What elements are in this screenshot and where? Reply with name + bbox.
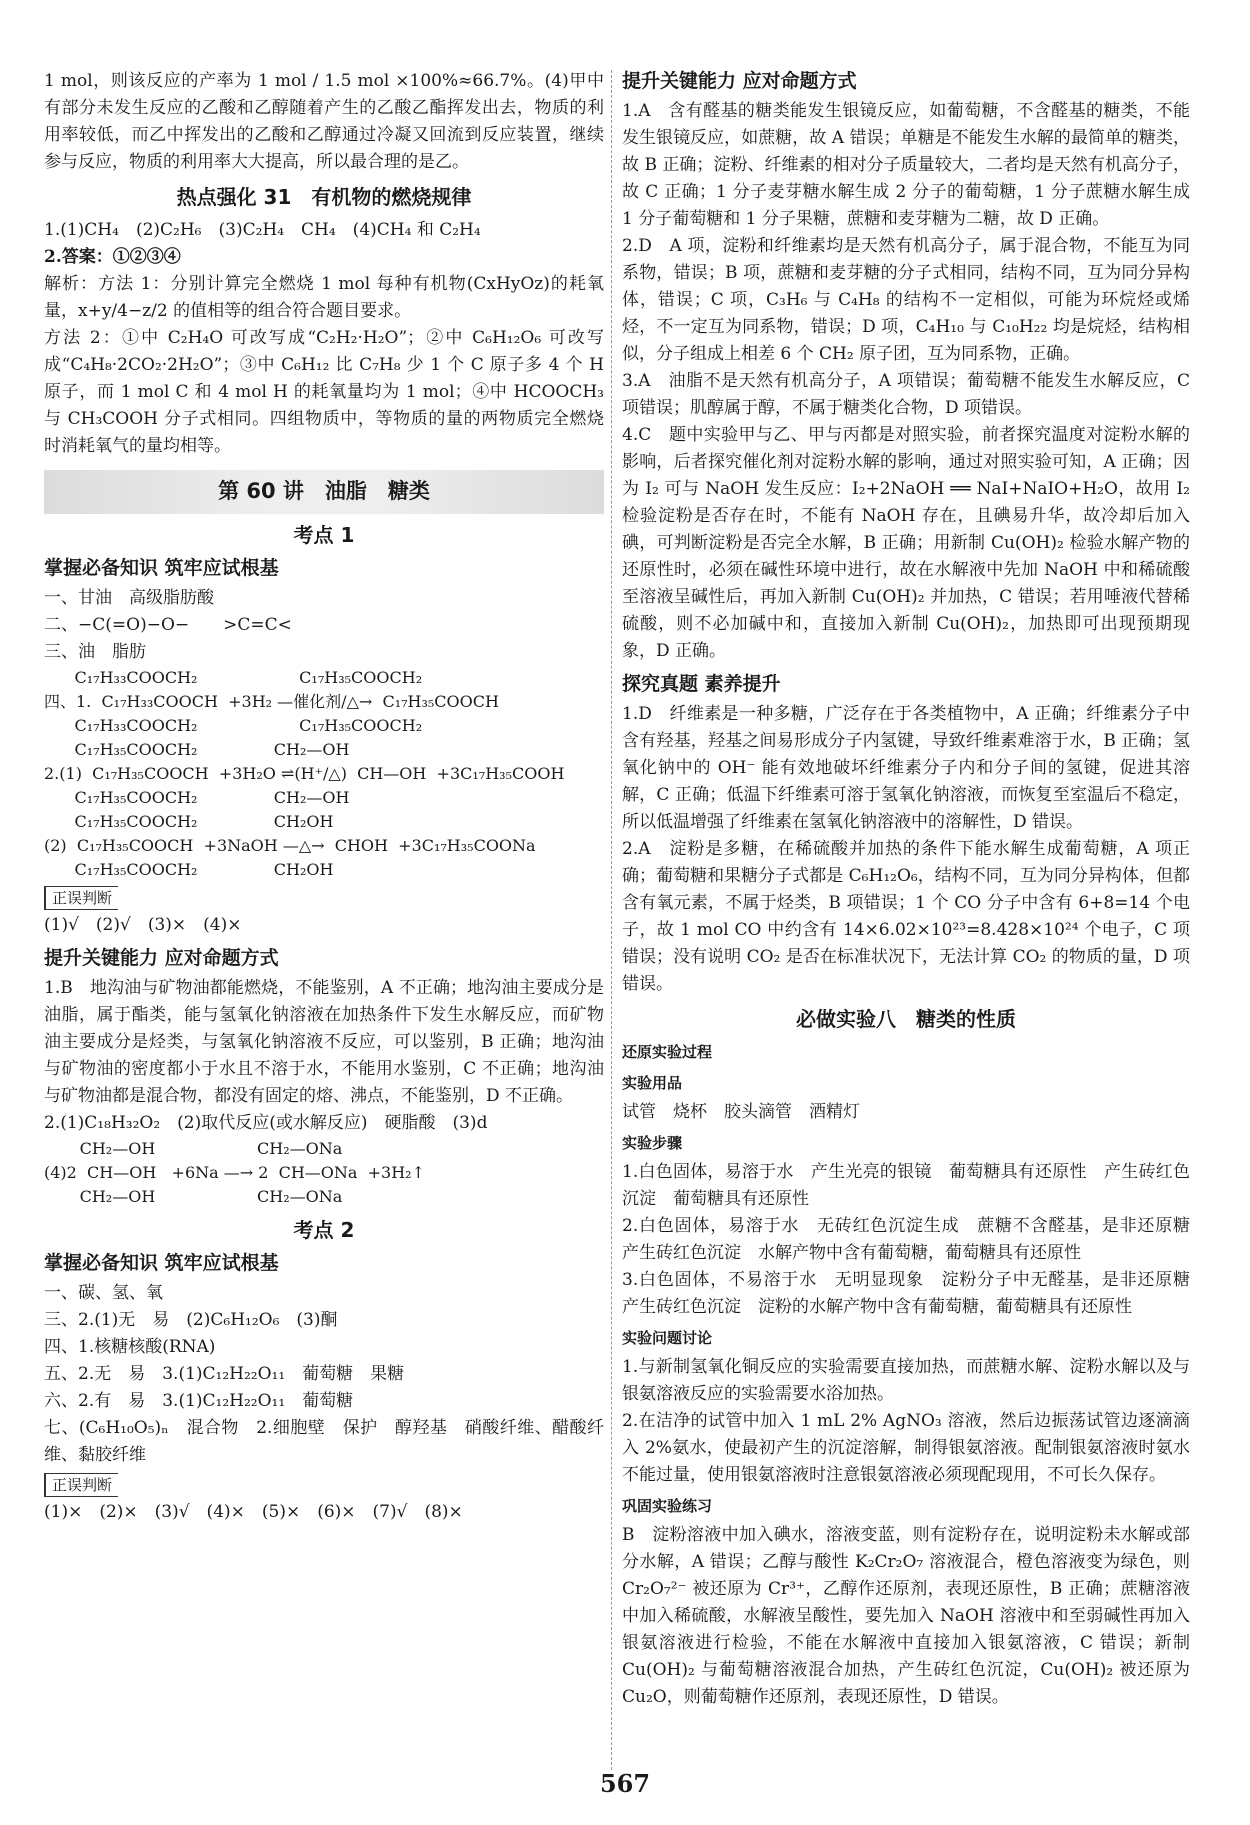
hot-line: 解析：方法 1：分别计算完全燃烧 1 mol 每种有机物(CxHyOz)的耗氧量，x+y/4−z/2 的值相等的组合符合题目要求。 [44,274,604,321]
point-1-title: 考点 1 [293,523,355,547]
page-number: 567 [599,1769,651,1798]
discuss-item: 2.在洁净的试管中加入 1 mL 2% AgNO₃ 溶液，然后边振荡试管边逐滴滴入 2%氨水，使最初产生的沉淀溶解，制得银氨溶液。配制银氨溶液时氨水不能过量，使用银氨溶液时注意银氨溶液必须现配现用，不可长久保存。 [622,1411,1190,1485]
master-heading-2: 掌握必备知识 筑牢应试根基 [44,1252,279,1274]
right-column [622,68,1207,1711]
improve-answer: 2.(1)C₁₈H₃₂O₂ (2)取代反应(或水解反应) 硬脂酸 (3)d [44,1113,488,1133]
equation-hydrogenation: C₁₇H₃₃COOCH₂ C₁₇H₃₅COOCH₂ 四、1. C₁₇H₃₃COOCH +3H₂ —催化剂/△→ C₁₇H₃₅COOCH C₁₇H₃₃COOCH₂ C₁₇H₃₅COOCH₂ [44,668,499,735]
knowledge-line: 一、甘油 高级脂肪酸 [44,588,214,608]
equation-hydrolysis: C₁₇H₃₅COOCH₂ CH₂—OH 2.(1) C₁₇H₃₅COOCH +3H₂O ⇌(H⁺/△) CH—OH +3C₁₇H₃₅COOH C₁₇H₃₅COOCH₂ CH₂—OH [44,740,565,807]
explore-answer: 2.A 淀粉是多糖，在稀硫酸并加热的条件下能水解生成葡萄糖，A 项正确；葡萄糖和果糖分子式都是 C₆H₁₂O₆，结构不同，互为同分异构体，但都含有氧元素，不属于烃类，B 项错误；1 个 CO 分子中含有 6+8=14 个电子，故 1 mol CO 中约含有 14×6.02×10²³=8.428×10²⁴ 个电子，C 项错误；没有说明 CO₂ 是否在标准状况下，无法计算 CO₂ 的物质的量，D 项错误。 [622,839,1190,994]
judge-answers-1: (1)√ (2)√ (3)× (4)× [44,915,242,935]
judge-tag-2: 正误判断 [44,1473,118,1497]
discuss-item: 1.与新制氢氧化铜反应的实验需要直接加热，而蔗糖水解、淀粉水解以及与银氨溶液反应的实验需要水浴加热。 [622,1357,1190,1404]
improve-answer: 2.D A 项，淀粉和纤维素均是天然有机高分子，属于混合物，不能互为同系物，错误；B 项，蔗糖和麦芽糖的分子式相同，结构不同，互为同分异构体，错误；C 项，C₃H₆ 与 C₄H₈ 的结构不一定相似，可能为环烷烃或烯烃，不一定互为同系物，错误；D 项，C₄H₁₀ 与 C₁₀H₂₂ 均是烷烃，结构相似，分子组成上相差 6 个 CH₂ 原子团，互为同系物，正确。 [622,236,1190,364]
master-heading-1: 掌握必备知识 筑牢应试根基 [44,557,279,579]
improve-answer: 1.A 含有醛基的糖类能发生银镜反应，如葡萄糖，不含醛基的糖类，不能发生银镜反应，如蔗糖，故 A 错误；单糖是不能发生水解的最简单的糖类，故 B 正确；淀粉、纤维素的相对分子质量较大，二者均是天然有机高分子，故 C 正确；1 分子麦芽糖水解生成 2 分子的葡萄糖，1 分子蔗糖水解生成 1 分子葡萄糖和 1 分子果糖，蔗糖和麦芽糖为二糖，故 D 正确。 [622,101,1190,229]
explore-answer: 1.D 纤维素是一种多糖，广泛存在于各类植物中，A 正确；纤维素分子中含有羟基，羟基之间易形成分子内氢键，导致纤维素难溶于水，B 正确；氢氧化钠中的 OH⁻ 能有效地破坏纤维素分子内和分子间的氢键，促进其溶解，C 正确；低温下纤维素可溶于氢氧化钠溶液，而恢复至室温后不稳定，所以低温增强了纤维素在氢氧化钠溶液中的溶解性，D 错误。 [622,704,1190,832]
judge-answers-2: (1)× (2)× (3)√ (4)× (5)× (6)× (7)√ (8)× [44,1502,463,1522]
column-divider [611,70,612,1770]
experiment-title: 必做实验八 糖类的性质 [796,1007,1016,1031]
step-item: 2.白色固体，易溶于水 无砖红色沉淀生成 蔗糖不含醛基，是非还原糖 产生砖红色沉淀 水解产物中含有葡萄糖，葡萄糖具有还原性 [622,1216,1207,1263]
left-column [44,68,604,1526]
improve-heading-1: 提升关键能力 应对命题方式 [44,947,279,969]
equation-saponification: C₁₇H₃₅COOCH₂ CH₂OH (2) C₁₇H₃₅COOCH +3NaOH —△→ CHOH +3C₁₇H₃₅COONa C₁₇H₃₅COOCH₂ CH₂OH [44,812,536,879]
tools-text: 试管 烧杯 胶头滴管 酒精灯 [622,1102,860,1122]
point-2-title: 考点 2 [293,1218,355,1242]
consolidate-heading: 巩固实验练习 [622,1497,713,1515]
improve-heading-2: 提升关键能力 应对命题方式 [622,70,857,92]
knowledge-line: 四、1.核糖核酸(RNA) [44,1337,216,1357]
knowledge-line: 三、2.(1)无 易 (2)C₆H₁₂O₆ (3)酮 [44,1310,338,1330]
hot-line: 1.(1)CH₄ (2)C₂H₆ (3)C₂H₄ CH₄ (4)CH₄ 和 C₂H₄ [44,220,481,240]
knowledge-line: 二、−C(=O)−O− >C=C< [44,615,292,635]
lecture-banner [44,470,604,514]
equation-sodium: CH₂—OH CH₂—ONa (4)2 CH—OH +6Na —→ 2 CH—ONa +3H₂↑ CH₂—OH CH₂—ONa [44,1139,425,1206]
knowledge-line: 三、油 脂肪 [44,642,146,662]
hot-line: 2.答案：①②③④ [44,247,181,267]
knowledge-line: 六、2.有 易 3.(1)C₁₂H₂₂O₁₁ 葡萄糖 [44,1391,354,1411]
improve-answer: 3.A 油脂不是天然有机高分子，A 项错误；葡萄糖不能发生水解反应，C 项错误；肌醇属于醇，不属于糖类化合物，D 项错误。 [622,371,1190,418]
intro-paragraph: 1 mol，则该反应的产率为 1 mol / 1.5 mol ×100%≈66.7%。(4)甲中有部分未发生反应的乙酸和乙醇随着产生的乙酸乙酯挥发出去，物质的利用率较低，而乙中挥发出的乙酸和乙醇通过冷凝又回流到反应装置，继续参与反应，物质的利用率大大提高，所以最合理的是乙。 [44,71,604,172]
judge-tag-1: 正误判断 [44,886,118,910]
step-item: 1.白色固体，易溶于水 产生光亮的银镜 葡萄糖具有还原性 产生砖红色沉淀 葡萄糖具有还原性 [622,1162,1190,1209]
step-item: 3.白色固体，不易溶于水 无明显现象 淀粉分子中无醛基，是非还原糖 产生砖红色沉淀 淀粉的水解产物中含有葡萄糖，葡萄糖具有还原性 [622,1270,1207,1317]
hot-topic-title: 热点强化 31 有机物的燃烧规律 [176,185,472,209]
improve-answer: 1.B 地沟油与矿物油都能燃烧，不能鉴别，A 不正确；地沟油主要成分是油脂，属于酯类，能与氢氧化钠溶液在加热条件下发生水解反应，而矿物油主要成分是烃类，与氢氧化钠溶液不反应，可以鉴别，B 正确；地沟油与矿物油的密度都小于水且不溶于水，不能用水鉴别，C 不正确；地沟油与矿物油都是混合物，都没有固定的熔、沸点，不能鉴别，D 不正确。 [44,978,604,1106]
lecture-title: 第 60 讲 油脂 糖类 [218,479,430,503]
tools-heading: 实验用品 [622,1074,683,1092]
discuss-heading: 实验问题讨论 [622,1329,713,1347]
steps-heading: 实验步骤 [622,1134,683,1152]
restore-heading: 还原实验过程 [622,1043,713,1061]
hot-line: 方法 2：①中 C₂H₄O 可改写成“C₂H₂·H₂O”；②中 C₆H₁₂O₆ 可改写成“C₄H₈·2CO₂·2H₂O”；③中 C₆H₁₂ 比 C₇H₈ 少 1 个 C 原子多 4 个 H 原子，而 1 mol C 和 4 mol H 的耗氧量均为 1 mol；④中 HCOOCH₃ 与 CH₃COOH 分子式相同。四组物质中，等物质的量的两物质完全燃烧时消耗氧气的量均相等。 [44,328,604,456]
knowledge-line: 一、碳、氢、氧 [44,1283,163,1303]
explore-heading: 探究真题 素养提升 [622,673,781,695]
knowledge-line: 五、2.无 易 3.(1)C₁₂H₂₂O₁₁ 葡萄糖 果糖 [44,1364,405,1384]
consolidate-text: B 淀粉溶液中加入碘水，溶液变蓝，则有淀粉存在，说明淀粉未水解或部分水解，A 错误；乙醇与酸性 K₂Cr₂O₇ 溶液混合，橙色溶液变为绿色，则 Cr₂O₇²⁻ 被还原为 Cr³⁺，乙醇作还原剂，表现还原性，B 正确；蔗糖溶液中加入稀硫酸，水解液呈酸性，要先加入 NaOH 溶液中和至弱碱性再加入银氨溶液进行检验，不能在水解液中直接加入银氨溶液，C 错误；新制 Cu(OH)₂ 与葡萄糖溶液混合加热，产生砖红色沉淀，Cu(OH)₂ 被还原为 Cu₂O，则葡萄糖作还原剂，表现还原性，D 错误。 [622,1525,1190,1707]
knowledge-line: 七、(C₆H₁₀O₅)ₙ 混合物 2.细胞壁 保护 醇羟基 硝酸纤维、醋酸纤维、黏胶纤维 [44,1418,604,1465]
improve-answer: 4.C 题中实验甲与乙、甲与丙都是对照实验，前者探究温度对淀粉水解的影响，后者探究催化剂对淀粉水解的影响，通过对照实验可知，A 正确；因为 I₂ 可与 NaOH 发生反应：I₂+2NaOH ══ NaI+NaIO+H₂O，故用 I₂ 检验淀粉是否存在时，不能有 NaOH 存在，且碘易升华，故冷却后加入碘，可判断淀粉是否完全水解，B 正确；用新制 Cu(OH)₂ 检验水解产物的还原性时，必须在碱性环境中进行，故在水解液中先加 NaOH 中和稀硫酸至溶液呈碱性后，再加入新制 Cu(OH)₂ 并加热，C 错误；若用唾液代替稀硫酸，则不必加碱中和，直接加入新制 Cu(OH)₂，加热即可出现预期现象，D 正确。 [622,425,1190,661]
